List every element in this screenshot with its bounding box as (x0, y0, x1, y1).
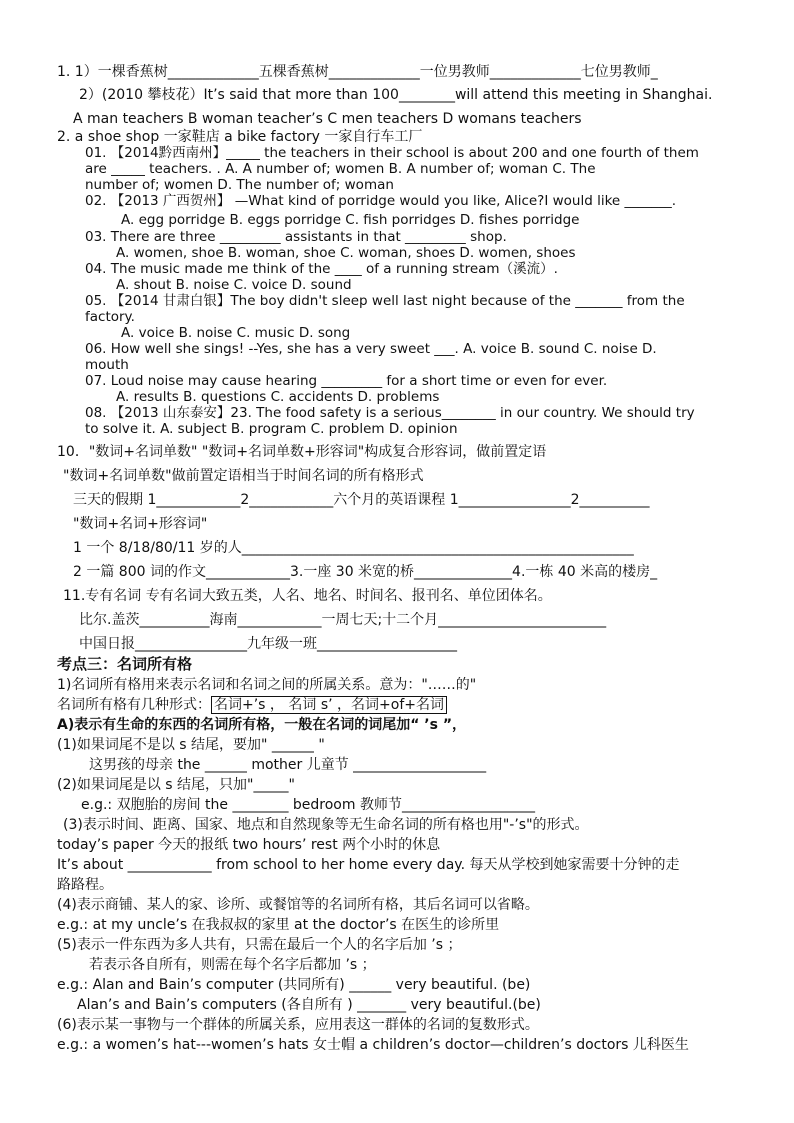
line-22: to solve it. A. subject B. program C. problem D. opinion (85, 421, 458, 437)
line-33: 1)名词所有格用来表示名词和名词之间的所属关系。意为："……的" (57, 677, 477, 693)
line-18: mouth (85, 357, 129, 373)
line-51: e.g.: a women’s hat---women’s hats 女士帽 a children’s doctor—children’s doctors 儿科医生 (57, 1037, 689, 1053)
line-7: number of; women D. The number of; woman (85, 177, 394, 193)
line-12: 04. The music made me think of the ____ of a running stream（溪流）. (85, 261, 558, 277)
forms-box: 名词+’s ， 名词 s’ ，名词+of+名词 (211, 696, 447, 714)
line-9: A. egg porridge B. eggs porridge C. fish porridges D. fishes porridge (121, 212, 580, 228)
line-35: A)表示有生命的东西的名词所有格，一般在名词的词尾加“ ’s ”， (57, 717, 467, 733)
line-45: e.g.: at my uncle’s 在我叔叔的家里 at the doctor’s 在医生的诊所里 (57, 917, 500, 933)
line-4: 2. a shoe shop 一家鞋店 a bike factory 一家自行车工厂 (57, 129, 423, 145)
line-14: 05. 【2014 甘肃白银】The boy didn't sleep well last night because of the _______ from the (85, 293, 685, 309)
line-8: 02. 【2013 广西贺州】 —What kind of porridge would you like, Alice?I would like _______. (85, 193, 677, 209)
line-24: "数词+名词单数"做前置定语相当于时间名词的所有格形式 (63, 468, 424, 484)
line-2: 2）(2010 攀枝花）It’s said that more than 100________will attend this meeting in Shanghai. (79, 87, 713, 103)
line-44: (4)表示商铺、某人的家、诊所、或餐馆等的名词所有格，其后名词可以省略。 (57, 897, 539, 913)
line-27: 1 一个 8/18/80/11 岁的人________________________________________________________ (73, 540, 634, 556)
line-26: "数词+名词+形容词" (73, 516, 208, 532)
line-43: 路路程。 (57, 877, 113, 893)
line-37: 这男孩的母亲 the ______ mother 儿童节 ___________________ (89, 757, 487, 773)
line-6: are _____ teachers. . A. A number of; women B. A number of; woman C. The (85, 161, 596, 177)
line-49: Alan’s and Bain’s computers (各自所有 ) _______ very beautiful.(be) (77, 997, 541, 1013)
line-17: 06. How well she sings! --Yes, she has a very sweet ___. A. voice B. sound C. noise D. (85, 341, 657, 357)
line-3: A man teachers B woman teacher’s C men teachers D womans teachers (73, 111, 582, 127)
line-31: 中国日报________________九年级一班____________________ (79, 636, 457, 652)
line-15: factory. (85, 309, 135, 325)
line-20: A. results B. questions C. accidents D. problems (116, 389, 440, 405)
line-21: 08. 【2013 山东泰安】23. The food safety is a serious________ in our country. We should try (85, 405, 695, 421)
line-29: 11.专有名词 专有名词大致五类，人名、地名、时间名、报刊名、单位团体名。 (63, 588, 552, 604)
line-46: (5)表示一件东西为多人共有，只需在最后一个人的名字后加 ’s ； (57, 937, 462, 953)
line-28: 2 一篇 800 词的作文____________3.一座 30 米宽的桥______________4.一栋 40 米高的楼房_ (73, 564, 658, 580)
line-19: 07. Loud noise may cause hearing _________ for a short time or even for ever. (85, 373, 608, 389)
line-39: e.g.: 双胞胎的房间 the ________ bedroom 教师节___________________ (81, 797, 535, 813)
line-34-label: 名词所有格有几种形式： (57, 697, 211, 713)
line-1: 1. 1）一棵香蕉树_____________五棵香蕉树_____________一位男教师_____________七位男教师_ (57, 64, 658, 80)
section-heading: 考点三：名词所有格 (57, 655, 193, 673)
line-34 (57, 697, 447, 713)
line-48: e.g.: Alan and Bain’s computer (共同所有) ______ very beautiful. (be) (57, 977, 531, 993)
line-41: today’s paper 今天的报纸 two hours’ rest 两个小时的休息 (57, 837, 441, 853)
line-42: It’s about ____________ from school to her home every day. 每天从学校到她家需要十分钟的走 (57, 857, 680, 873)
line-5: 01. 【2014黔西南州】_____ the teachers in their school is about 200 and one fourth of them (85, 145, 699, 161)
line-36: (1)如果词尾不是以 s 结尾，要加" ______ " (57, 737, 325, 753)
line-25: 三天的假期 1____________2____________六个月的英语课程 1________________2__________ (73, 492, 650, 508)
line-40: (3)表示时间、距离、国家、地点和自然现象等无生命名词的所有格也用"-’s"的形式。 (63, 817, 589, 833)
line-16: A. voice B. noise C. music D. song (121, 325, 351, 341)
line-30: 比尔.盖茨__________海南____________一周七天;十二个月________________________ (79, 612, 607, 628)
line-50: (6)表示某一事物与一个群体的所属关系，应用表这一群体的名词的复数形式。 (57, 1017, 539, 1033)
line-47: 若表示各自所有，则需在每个名字后都加 ’s ； (89, 957, 376, 973)
line-38: (2)如果词尾是以 s 结尾，只加"_____" (57, 777, 295, 793)
line-10: 03. There are three _________ assistants in that _________ shop. (85, 229, 507, 245)
line-13: A. shout B. noise C. voice D. sound (116, 277, 352, 293)
line-11: A. women, shoe B. woman, shoe C. woman, shoes D. women, shoes (116, 245, 576, 261)
line-23: 10．"数词+名词单数" "数词+名词单数+形容词"构成复合形容词，做前置定语 (57, 444, 547, 460)
